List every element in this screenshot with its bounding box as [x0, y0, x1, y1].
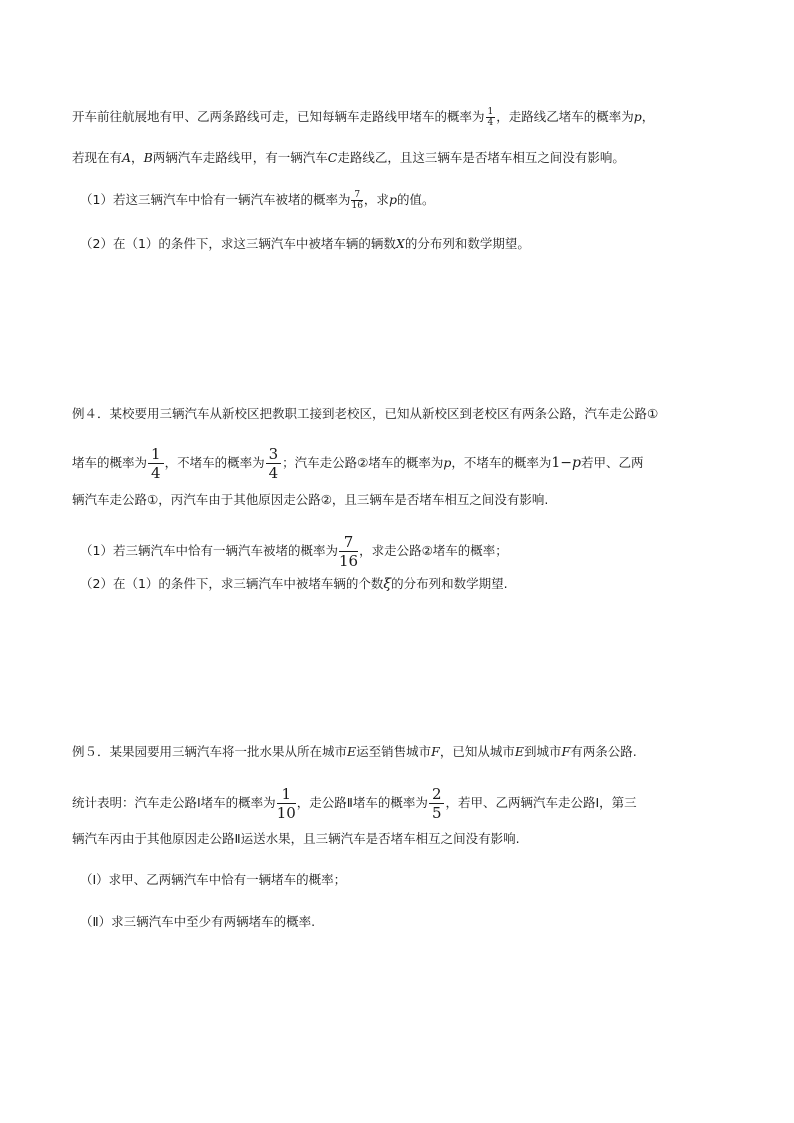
expression-minus: −	[560, 455, 573, 471]
text: 某果园要用三辆汽车将一批水果从所在城市	[109, 744, 348, 759]
problem4-question2	[80, 574, 508, 594]
text: 开车前往航展地有甲、乙两条路线可走，已知每辆车走路线甲堵车的概率为	[72, 109, 485, 124]
fraction-one-tenth	[277, 785, 296, 822]
variable-p: p	[572, 455, 581, 471]
problem4-line1	[72, 404, 658, 424]
text: ，	[131, 150, 144, 165]
text: ，不堵车的概率为	[451, 455, 552, 470]
problem1-line1	[72, 107, 654, 128]
text: 辆汽车丙由于其他原因走公路Ⅱ运送水果，且三辆汽车是否堵车相互之间没有影响.	[72, 831, 520, 846]
variable-a: A	[122, 150, 132, 165]
text: （1）若这三辆汽车中恰有一辆汽车被堵的概率为	[80, 192, 351, 207]
variable-e: E	[514, 744, 524, 759]
text: ；汽车走公路②堵车的概率为	[282, 455, 444, 470]
fraction-denominator: 16	[351, 201, 363, 211]
fraction-one-quarter	[148, 445, 164, 482]
fraction-denominator: 16	[338, 552, 359, 570]
text: 堵车的概率为	[72, 455, 148, 470]
text: ，走路线乙堵车的概率为	[496, 109, 634, 124]
text: ，若甲、乙两辆汽车走公路Ⅰ，第三	[445, 795, 637, 810]
text: ，求	[363, 192, 389, 207]
variable-b: B	[143, 150, 153, 165]
problem4-question1	[80, 533, 508, 570]
problem5-line3	[72, 829, 520, 849]
text: 有两条公路.	[570, 744, 637, 759]
variable-p: p	[388, 192, 397, 207]
variable-e: E	[347, 744, 357, 759]
text: 运至销售城市	[356, 744, 432, 759]
fraction-seven-sixteenths	[339, 533, 358, 570]
fraction-numerator: 1	[277, 785, 296, 804]
variable-f: F	[561, 744, 571, 759]
problem1-question2	[80, 234, 530, 254]
problem5-line2	[72, 785, 637, 822]
text: （Ⅰ）求甲、乙两辆汽车中恰有一辆堵车的概率；	[80, 872, 347, 887]
variable-p: p	[443, 455, 452, 470]
problem4-line2	[72, 445, 644, 482]
problem5-line1	[72, 742, 637, 762]
fraction-numerator: 1	[487, 107, 494, 117]
text: ，不堵车的概率为	[164, 455, 265, 470]
problem1-line2	[72, 148, 625, 168]
text: 统计表明：汽车走公路Ⅰ堵车的概率为	[72, 795, 276, 810]
text: 辆汽车走公路①，丙汽车由于其他原因走公路②，且三辆车是否堵车相互之间没有影响.	[72, 492, 549, 507]
expression-one: 1	[551, 455, 561, 471]
fraction-numerator: 3	[266, 445, 282, 464]
example-label: 例４．	[72, 406, 110, 421]
text: ，走公路Ⅱ堵车的概率为	[296, 795, 428, 810]
text: 的值。	[396, 192, 435, 207]
text: 两辆汽车走路线甲，有一辆汽车	[152, 150, 328, 165]
variable-x: X	[395, 236, 405, 251]
problem4-line3	[72, 490, 548, 510]
variable-c: C	[327, 150, 338, 165]
text: ，求走公路②堵车的概率；	[359, 543, 508, 558]
variable-p: p	[633, 109, 642, 124]
text: （2）在（1）的条件下，求这三辆汽车中被堵车辆的辆数	[80, 236, 396, 251]
fraction-numerator: 7	[351, 190, 362, 201]
fraction-denominator: 4	[268, 464, 279, 482]
fraction-denominator: 4	[151, 464, 161, 482]
problem5-question1	[80, 870, 346, 890]
fraction-denominator: 5	[431, 804, 442, 822]
text: （2）在（1）的条件下，求三辆汽车中被堵车辆的个数	[80, 576, 384, 591]
fraction-numerator: 2	[429, 785, 445, 804]
text: （1）若三辆汽车中恰有一辆汽车被堵的概率为	[80, 543, 338, 558]
text: 到城市	[524, 744, 562, 759]
fraction-denominator: 4	[487, 118, 494, 128]
fraction-two-fifths	[429, 785, 445, 822]
problem1-question1	[80, 190, 434, 211]
example-label: 例５．	[72, 744, 110, 759]
text: 若现在有	[72, 150, 123, 165]
text: 的分布列和数学期望。	[404, 236, 530, 251]
fraction-denominator: 10	[276, 804, 296, 822]
text: ，	[641, 109, 655, 124]
text: 走路线乙，且这三辆车是否堵车相互之间没有影响。	[337, 150, 625, 165]
text: 某校要用三辆汽车从新校区把教职工接到老校区，已知从新校区到老校区有两条公路，汽车走公路①	[109, 406, 659, 421]
variable-xi: ξ	[383, 576, 392, 592]
text: 若甲、乙两	[581, 455, 644, 470]
fraction-numerator: 7	[339, 533, 358, 552]
fraction-seven-sixteenths	[351, 190, 362, 211]
text: 的分布列和数学期望.	[391, 576, 508, 591]
text: （Ⅱ）求三辆汽车中至少有两辆堵车的概率.	[80, 914, 316, 929]
text: ，已知从城市	[439, 744, 515, 759]
fraction-three-quarters	[266, 445, 282, 482]
problem5-question2	[80, 912, 315, 932]
fraction-numerator: 1	[148, 445, 164, 464]
variable-f: F	[431, 744, 440, 759]
fraction-one-quarter	[486, 107, 496, 128]
